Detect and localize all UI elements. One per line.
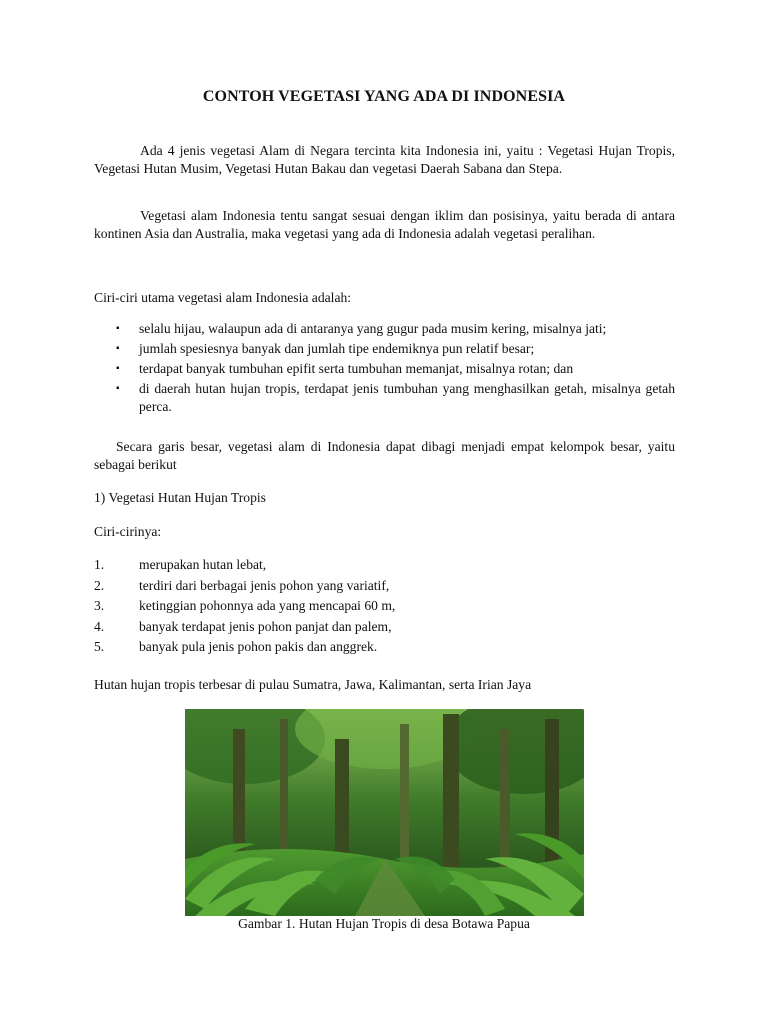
list-item: 2. terdiri dari berbagai jenis pohon yang variatif, <box>94 577 390 593</box>
list-item: ▪ selalu hijau, walaupun ada di antaranya yang gugur pada musim kering, misalnya jati; <box>116 321 607 336</box>
list-item: 3. ketinggian pohonnya ada yang mencapai 60 m, <box>94 598 396 613</box>
bullet-icon: ▪ <box>116 323 120 334</box>
paragraph-characteristics-heading: Ciri-ciri utama vegetasi alam Indonesia adalah: <box>94 290 352 305</box>
bullet-icon: ▪ <box>116 363 120 374</box>
section-heading-tropical-forest: 1) Vegetasi Hutan Hujan Tropis <box>94 490 266 505</box>
list-item: ▪ di daerah hutan hujan tropis, terdapat jenis tumbuhan yang menghasilkan getah, misalnya getah perca. <box>116 381 675 414</box>
characteristics-list <box>94 320 675 418</box>
list-item: ▪ terdapat banyak tumbuhan epifit serta tumbuhan memanjat, misalnya rotan; dan <box>116 361 574 376</box>
list-item: 4. banyak terdapat jenis pohon panjat dan palem, <box>94 618 392 634</box>
list-item: 1. merupakan hutan lebat, <box>94 557 267 572</box>
paragraph-transition: Vegetasi alam Indonesia tentu sangat sesuai dengan iklim dan posisinya, yaitu berada di antara kontinen Asia dan Australia, maka vegetasi yang ada di Indonesia adalah vegetasi peralihan. <box>94 208 675 241</box>
features-list <box>94 556 675 659</box>
rainforest-photo <box>185 709 584 916</box>
figure-caption: Gambar 1. Hutan Hujan Tropis di desa Botawa Papua <box>238 916 530 931</box>
rainforest-illustration <box>185 709 584 916</box>
paragraph-groups: Secara garis besar, vegetasi alam di Indonesia dapat dibagi menjadi empat kelompok besar, yaitu sebagai berikut <box>94 439 675 472</box>
paragraph-features-heading: Ciri-cirinya: <box>94 524 162 539</box>
list-item: ▪ jumlah spesiesnya banyak dan jumlah tipe endemiknya pun relatif besar; <box>116 341 535 356</box>
list-item: 5. banyak pula jenis pohon pakis dan anggrek. <box>94 639 378 654</box>
bullet-icon: ▪ <box>116 383 120 394</box>
bullet-icon: ▪ <box>116 343 120 354</box>
paragraph-forest-locations: Hutan hujan tropis terbesar di pulau Sumatra, Jawa, Kalimantan, serta Irian Jaya <box>94 677 532 692</box>
paragraph-intro: Ada 4 jenis vegetasi Alam di Negara tercinta kita Indonesia ini, yaitu : Vegetasi Hujan Tropis, Vegetasi Hutan Musim, Vegetasi Hutan Bakau dan vegetasi Daerah Sabana dan Stepa. <box>94 143 675 176</box>
document-title: CONTOH VEGETASI YANG ADA DI INDONESIA <box>202 88 566 105</box>
